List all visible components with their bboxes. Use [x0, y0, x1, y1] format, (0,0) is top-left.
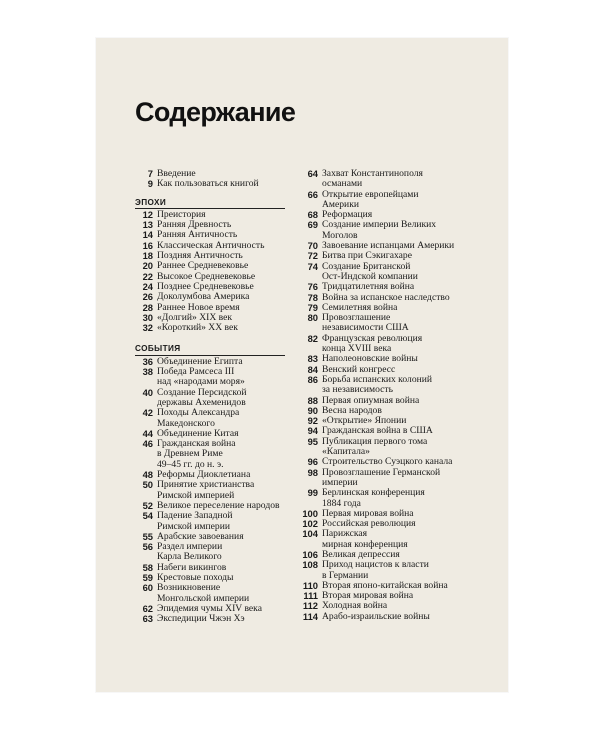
toc-entry-line: империи — [322, 476, 358, 488]
toc-page-number: 108 — [302, 559, 318, 571]
toc-entry-title — [322, 262, 500, 283]
toc-entry-line: Моголов — [322, 229, 358, 241]
toc-entry — [135, 367, 315, 388]
toc-right-column — [300, 169, 500, 622]
toc-entry-line: Введение — [157, 168, 196, 179]
toc-entry-line: 49–45 гг. до н. э. — [157, 458, 224, 470]
toc-page-number: 79 — [307, 301, 318, 313]
toc-page-number: 12 — [142, 208, 153, 220]
toc-entry-line: Раннее Средневековье — [157, 260, 249, 272]
toc-entry-line: в Германии — [322, 569, 369, 581]
toc-entry-line: Ост-Индской компании — [322, 270, 418, 282]
toc-entry — [135, 439, 315, 470]
toc-entry-line: Победа Рамсеса III — [157, 366, 235, 378]
toc-page-number: 98 — [307, 466, 318, 478]
toc-entry-line: Объединение Египта — [157, 355, 243, 367]
toc-page-number: 84 — [307, 363, 318, 375]
toc-page-number: 76 — [307, 281, 318, 293]
toc-page-number: 16 — [142, 239, 153, 251]
toc-page-number: 38 — [142, 366, 153, 378]
toc-entry-line: «Короткий» XX век — [157, 322, 238, 334]
toc-entry-line: Холодная война — [322, 600, 388, 612]
toc-entry — [135, 408, 315, 429]
toc-entry-line: Венский конгресс — [322, 363, 396, 375]
toc-entry-line: Наполеоновские войны — [322, 353, 418, 365]
toc-entry — [300, 334, 500, 355]
toc-entry-line: мирная конференция — [322, 538, 408, 550]
toc-entry-line: Гражданская война в США — [322, 425, 433, 437]
toc-page-number: 112 — [302, 600, 318, 612]
toc-entry-line: Борьба испанских колоний — [322, 373, 433, 385]
toc-page-number: 106 — [302, 548, 318, 560]
toc-page-number: 26 — [142, 291, 153, 303]
toc-page-number: 110 — [302, 579, 318, 591]
toc-entry-line: Война за испанское наследство — [322, 291, 450, 303]
toc-entry-title — [157, 614, 315, 624]
toc-entry-line: 1884 года — [322, 497, 361, 509]
toc-entry — [135, 542, 315, 563]
toc-entry-line: Принятие христианства — [157, 479, 255, 491]
toc-page-number: 22 — [142, 270, 153, 282]
toc-page-number: 44 — [142, 427, 153, 439]
toc-entry-title — [157, 480, 315, 501]
toc-entry-line: Захват Константинополя — [322, 168, 423, 179]
toc-page-number: 55 — [142, 530, 153, 542]
toc-entry-line: Америки — [322, 198, 359, 210]
toc-entry — [135, 511, 315, 532]
toc-left-column — [135, 169, 315, 624]
toc-entry-line: Ранняя Древность — [157, 219, 232, 231]
toc-page-number: 90 — [307, 404, 318, 416]
toc-entry-line: Вторая мировая война — [322, 590, 414, 602]
toc-entry-line: Экспедиции Чжэн Хэ — [157, 613, 245, 625]
toc-entry-line: Весна народов — [322, 404, 382, 416]
toc-entry-title — [322, 437, 500, 458]
toc-page-number: 72 — [307, 250, 318, 262]
toc-entry-title — [157, 583, 315, 604]
toc-entry-title — [322, 375, 500, 396]
toc-page-number: 42 — [142, 407, 153, 419]
toc-entry-line: «Долгий» XIX век — [157, 311, 233, 323]
toc-page-number: 94 — [307, 425, 318, 437]
toc-page-number: 95 — [307, 435, 318, 447]
toc-page-number: 28 — [142, 301, 153, 313]
toc-entry-line: Как пользоваться книгой — [157, 178, 259, 190]
toc-entry-line: Римской империей — [157, 489, 235, 501]
toc-entry-line: Римской империи — [157, 520, 230, 532]
toc-entry-line: Карла Великого — [157, 551, 222, 563]
toc-entry — [300, 313, 500, 334]
toc-entry-title — [157, 388, 315, 409]
toc-entry-line: Тридцатилетняя война — [322, 281, 415, 293]
toc-entry — [300, 468, 500, 489]
toc-page-number: 104 — [302, 528, 318, 540]
toc-entry-line: Гражданская война — [157, 438, 236, 450]
toc-page-number: 52 — [142, 499, 153, 511]
toc-page-number: 69 — [307, 219, 318, 231]
toc-entry — [300, 488, 500, 509]
toc-entry-line: Классическая Античность — [157, 239, 265, 251]
toc-entry — [135, 323, 315, 333]
section-spacer — [135, 333, 315, 344]
toc-page-number: 102 — [302, 518, 318, 530]
toc-entry-line: Монгольской империи — [157, 592, 250, 604]
toc-page-number: 9 — [147, 178, 153, 190]
toc-entry-line: Раннее Новое время — [157, 301, 240, 313]
book-page — [96, 38, 508, 692]
toc-entry-line: Российская революция — [322, 518, 416, 530]
toc-page-number: 18 — [142, 250, 153, 262]
toc-entry-line: Арабо-израильские войны — [322, 610, 430, 622]
toc-page-number: 56 — [142, 541, 153, 553]
toc-entry-line: Высокое Средневековье — [157, 270, 256, 282]
toc-page-number: 100 — [302, 507, 318, 519]
toc-entry-line: Завоевание испанцами Америки — [322, 240, 455, 252]
toc-entry-line: Французская революция — [322, 332, 423, 344]
toc-entry — [300, 262, 500, 283]
toc-entry-line: Македонского — [157, 417, 215, 429]
toc-page-number: 30 — [142, 311, 153, 323]
toc-page-number: 111 — [303, 590, 318, 602]
toc-entry-line: Великое переселение народов — [157, 499, 280, 511]
toc-entry-line: Битва при Сэкигахаре — [322, 250, 412, 262]
toc-entry — [135, 480, 315, 501]
toc-entry — [135, 583, 315, 604]
toc-entry-line: в Древнем Риме — [157, 448, 223, 460]
toc-entry-line: Эпидемия чумы XIV века — [157, 602, 262, 614]
toc-entry-line: Возникновение — [157, 582, 221, 594]
toc-page-number: 58 — [142, 561, 153, 573]
toc-entry-title — [322, 313, 500, 334]
toc-page-number: 32 — [142, 322, 153, 334]
toc-entry-line: османами — [322, 178, 363, 190]
toc-entry-line: Реформация — [322, 209, 373, 221]
toc-entry-line: Публикация первого тома — [322, 435, 428, 447]
toc-entry-line: Открытие европейцами — [322, 188, 419, 200]
toc-entry-title — [157, 408, 315, 429]
toc-page-number: 14 — [142, 229, 153, 241]
toc-entry — [300, 375, 500, 396]
toc-page-number: 66 — [307, 188, 318, 200]
toc-entry-line: Падение Западной — [157, 510, 233, 522]
toc-page-number: 46 — [142, 438, 153, 450]
toc-entry-line: за независимость — [322, 384, 393, 396]
toc-entry-line: Строительство Суэцкого канала — [322, 456, 453, 468]
toc-page-number: 92 — [307, 415, 318, 427]
toc-entry-line: Крестовые походы — [157, 571, 234, 583]
toc-page-number: 60 — [142, 582, 153, 594]
toc-page-number: 83 — [307, 353, 318, 365]
toc-entry-title — [322, 220, 500, 241]
toc-entry — [135, 388, 315, 409]
toc-entry — [300, 169, 500, 190]
toc-entry-line: Ранняя Античность — [157, 229, 238, 241]
toc-entry-title — [322, 190, 500, 211]
toc-entry-title — [322, 560, 500, 581]
toc-entry-line: «Открытие» Японии — [322, 415, 407, 427]
toc-entry — [300, 529, 500, 550]
toc-page-number: 64 — [307, 168, 318, 179]
toc-entry-line: Позднее Средневековье — [157, 280, 254, 292]
toc-entry-line: Набеги викингов — [157, 561, 227, 573]
toc-entry-line: над «народами моря» — [157, 376, 245, 388]
toc-entry-line: Арабские завоевания — [157, 530, 244, 542]
toc-page-number: 36 — [142, 355, 153, 367]
toc-entry — [300, 437, 500, 458]
section-heading: ЭПОХИ — [135, 198, 285, 209]
toc-entry — [300, 612, 500, 622]
toc-page-number: 7 — [147, 168, 153, 179]
toc-entry-line: Первая мировая война — [322, 507, 414, 519]
toc-entry-title — [157, 511, 315, 532]
toc-page-number: 68 — [307, 209, 318, 221]
toc-page-number: 59 — [142, 571, 153, 583]
toc-entry-line: Парижская — [322, 528, 368, 540]
toc-page-number: 88 — [307, 394, 318, 406]
toc-page-number: 80 — [307, 312, 318, 324]
toc-entry-title — [157, 439, 315, 470]
toc-entry-line: Провозглашение Германской — [322, 466, 441, 478]
toc-page-number: 13 — [142, 219, 153, 231]
toc-page-number: 114 — [302, 610, 318, 622]
toc-entry-title — [322, 612, 500, 622]
toc-entry-line: державы Ахеменидов — [157, 396, 246, 408]
toc-entry-line: Доколумбова Америка — [157, 291, 250, 303]
toc-page-number: 24 — [142, 280, 153, 292]
toc-entry — [300, 220, 500, 241]
toc-entry-line: конца XVIII века — [322, 343, 392, 355]
toc-entry-line: Объединение Китая — [157, 427, 239, 439]
toc-entry-title — [322, 334, 500, 355]
section-spacer — [135, 190, 315, 198]
toc-entry-line: Приход нацистов к власти — [322, 559, 429, 571]
toc-entry — [300, 190, 500, 211]
toc-page-number: 54 — [142, 510, 153, 522]
toc-page-number: 82 — [307, 332, 318, 344]
toc-entry-line: Первая опиумная война — [322, 394, 420, 406]
toc-page-number: 63 — [142, 613, 153, 625]
toc-entry-line: Провозглашение — [322, 312, 391, 324]
toc-entry-title — [157, 542, 315, 563]
toc-entry-line: Преистория — [157, 208, 206, 220]
toc-entry-title — [322, 468, 500, 489]
page-title: Содержание — [135, 97, 296, 127]
toc-page-number: 74 — [307, 260, 318, 272]
toc-entry-line: Поздняя Античность — [157, 250, 243, 262]
toc-page-number: 48 — [142, 469, 153, 481]
toc-page-number: 70 — [307, 240, 318, 252]
toc-page-number: 62 — [142, 602, 153, 614]
toc-page-number: 96 — [307, 456, 318, 468]
toc-entry-title — [157, 179, 315, 189]
toc-entry-line: Походы Александра — [157, 407, 240, 419]
toc-entry-line: Вторая японо-китайская война — [322, 579, 448, 591]
toc-page-number: 78 — [307, 291, 318, 303]
toc-entry-title — [322, 488, 500, 509]
toc-entry — [135, 179, 315, 189]
toc-entry — [135, 614, 315, 624]
toc-entry-line: Великая депрессия — [322, 548, 400, 560]
toc-entry-line: Создание империи Великих — [322, 219, 437, 231]
toc-page-number: 86 — [307, 373, 318, 385]
toc-entry — [300, 560, 500, 581]
toc-entry-line: Создание Персидской — [157, 386, 247, 398]
toc-entry-line: «Капитала» — [322, 446, 370, 458]
toc-page-number: 99 — [307, 487, 318, 499]
toc-page-number: 20 — [142, 260, 153, 272]
toc-page-number: 50 — [142, 479, 153, 491]
toc-entry-line: Создание Британской — [322, 260, 411, 272]
toc-entry-title — [157, 367, 315, 388]
toc-entry-title — [322, 169, 500, 190]
toc-entry-line: Семилетняя война — [322, 301, 398, 313]
toc-entry-line: Реформы Диоклетиана — [157, 469, 251, 481]
section-heading: СОБЫТИЯ — [135, 344, 285, 355]
toc-entry-line: Берлинская конференция — [322, 487, 425, 499]
toc-entry-title — [157, 323, 315, 333]
toc-page-number: 40 — [142, 386, 153, 398]
toc-entry-line: независимости США — [322, 322, 409, 334]
toc-entry-title — [322, 529, 500, 550]
toc-entry-line: Раздел империи — [157, 541, 223, 553]
